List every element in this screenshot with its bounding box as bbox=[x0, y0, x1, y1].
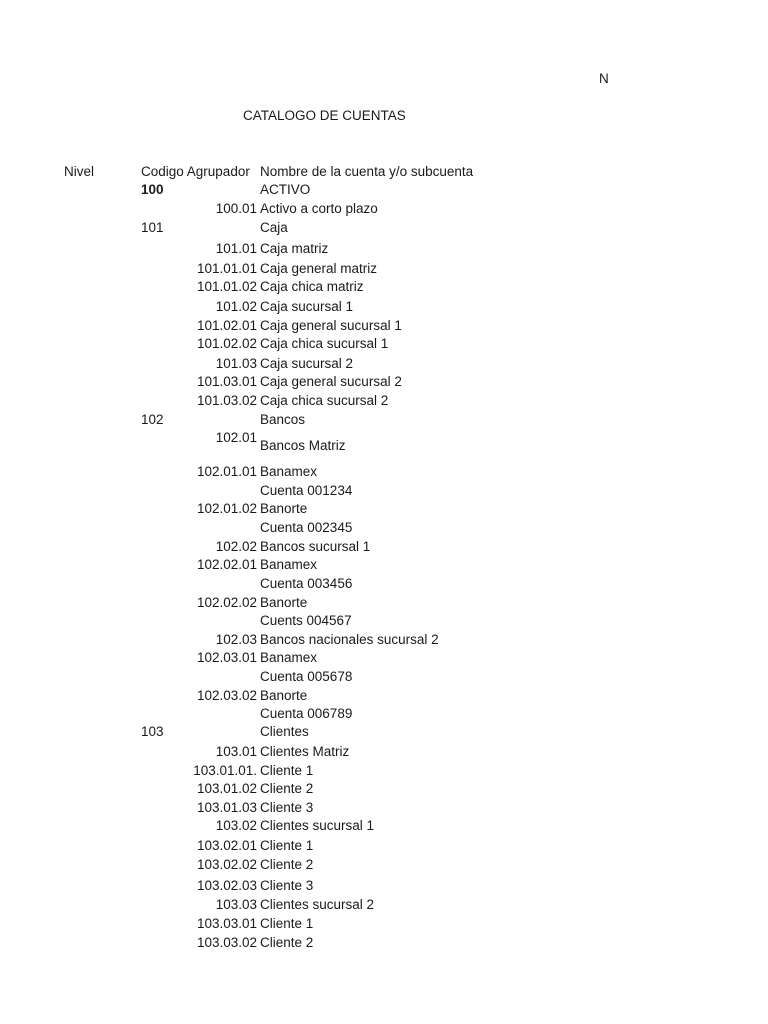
catalog-row bbox=[0, 220, 768, 238]
account-name: Cuenta 005678 bbox=[260, 669, 353, 684]
account-code: 101.01.01 bbox=[196, 261, 257, 276]
account-code: 102.02 bbox=[215, 539, 257, 554]
header-nivel: Nivel bbox=[64, 164, 95, 179]
account-name: Caja chica sucursal 1 bbox=[260, 336, 389, 351]
catalog-row bbox=[0, 318, 768, 336]
account-code: 101.01 bbox=[215, 241, 257, 256]
account-code: 103.02.03 bbox=[196, 878, 257, 893]
catalog-row bbox=[0, 669, 768, 687]
catalog-row bbox=[0, 650, 768, 668]
account-name: Cliente 3 bbox=[260, 800, 314, 815]
account-code: 103.02.02 bbox=[196, 857, 257, 872]
account-name: Banorte bbox=[260, 501, 308, 516]
account-name: Cliente 1 bbox=[260, 838, 314, 853]
account-code: 101 bbox=[141, 220, 164, 235]
account-name: Bancos nacionales sucursal 2 bbox=[260, 632, 439, 647]
account-code: 102 bbox=[141, 412, 164, 427]
account-code: 101.03 bbox=[215, 356, 257, 371]
catalog-row bbox=[0, 781, 768, 799]
document-title: CATALOGO DE CUENTAS bbox=[243, 108, 406, 123]
account-name: Cuenta 002345 bbox=[260, 520, 353, 535]
account-name: Cuents 004567 bbox=[260, 613, 352, 628]
catalog-row bbox=[0, 539, 768, 557]
account-code: 101.03.01 bbox=[196, 374, 257, 389]
account-code: 103.03 bbox=[215, 897, 257, 912]
account-code: 101.03.02 bbox=[196, 393, 257, 408]
header-codigo-agrupador: Codigo Agrupador bbox=[141, 164, 250, 179]
catalog-row bbox=[0, 595, 768, 613]
account-name: Caja chica sucursal 2 bbox=[260, 393, 389, 408]
account-code: 102.01.02 bbox=[196, 501, 257, 516]
account-name: ACTIVO bbox=[260, 182, 311, 197]
account-name: Cliente 2 bbox=[260, 781, 314, 796]
account-code: 102.03.02 bbox=[196, 688, 257, 703]
catalog-row bbox=[0, 279, 768, 297]
catalog-row bbox=[0, 632, 768, 650]
account-code: 102.02.01 bbox=[196, 557, 257, 572]
account-name: Cuenta 006789 bbox=[260, 706, 353, 721]
account-code: 102.03.01 bbox=[196, 650, 257, 665]
account-code: 102.02.02 bbox=[196, 595, 257, 610]
account-name: Clientes bbox=[260, 724, 309, 739]
catalog-row bbox=[0, 818, 768, 836]
account-name: Bancos Matriz bbox=[260, 438, 346, 453]
account-code: 103.01.02 bbox=[196, 781, 257, 796]
catalog-row bbox=[0, 182, 768, 200]
account-code: 103.01 bbox=[215, 744, 257, 759]
catalog-row bbox=[0, 483, 768, 501]
account-name: Cliente 2 bbox=[260, 935, 314, 950]
catalog-row bbox=[0, 688, 768, 706]
account-code: 101.02.01 bbox=[196, 318, 257, 333]
account-name: Banamex bbox=[260, 557, 318, 572]
catalog-row bbox=[0, 430, 768, 454]
account-name: Caja sucursal 2 bbox=[260, 356, 354, 371]
account-code: 100.01 bbox=[215, 201, 257, 216]
account-name: Banamex bbox=[260, 464, 318, 479]
account-name: Cliente 3 bbox=[260, 878, 314, 893]
account-name: Cliente 1 bbox=[260, 763, 314, 778]
account-code: 102.03 bbox=[215, 632, 257, 647]
catalog-row bbox=[0, 576, 768, 594]
account-code: 102.01 bbox=[215, 430, 257, 445]
catalog-row bbox=[0, 374, 768, 392]
corner-mark: N bbox=[599, 71, 609, 86]
account-code: 103.01.01. bbox=[193, 763, 257, 778]
catalog-row bbox=[0, 261, 768, 279]
account-code: 101.02 bbox=[215, 299, 257, 314]
catalog-row bbox=[0, 706, 768, 724]
catalog-row bbox=[0, 557, 768, 575]
account-code: 103.02 bbox=[215, 818, 257, 833]
account-name: Bancos bbox=[260, 412, 306, 427]
catalog-row bbox=[0, 241, 768, 259]
catalog-row bbox=[0, 878, 768, 896]
catalog-row bbox=[0, 800, 768, 818]
account-name: Clientes sucursal 1 bbox=[260, 818, 375, 833]
account-name: Banorte bbox=[260, 595, 308, 610]
catalog-row bbox=[0, 299, 768, 317]
catalog-row bbox=[0, 897, 768, 915]
catalog-row bbox=[0, 916, 768, 934]
account-code: 100 bbox=[141, 182, 164, 197]
account-name: Caja matriz bbox=[260, 241, 329, 256]
account-code: 103.03.01 bbox=[196, 916, 257, 931]
account-code: 103.03.02 bbox=[196, 935, 257, 950]
account-name: Banamex bbox=[260, 650, 318, 665]
account-name: Banorte bbox=[260, 688, 308, 703]
account-code: 101.02.02 bbox=[196, 336, 257, 351]
account-code: 103.02.01 bbox=[196, 838, 257, 853]
catalog-row bbox=[0, 393, 768, 411]
account-code: 101.01.02 bbox=[196, 279, 257, 294]
header-nombre-cuenta: Nombre de la cuenta y/o subcuenta bbox=[260, 164, 474, 179]
catalog-row bbox=[0, 724, 768, 742]
catalog-row bbox=[0, 464, 768, 482]
account-name: Caja chica matriz bbox=[260, 279, 364, 294]
account-name: Cliente 1 bbox=[260, 916, 314, 931]
catalog-row bbox=[0, 935, 768, 953]
catalog-row bbox=[0, 336, 768, 354]
account-name: Caja bbox=[260, 220, 288, 235]
account-name: Caja sucursal 1 bbox=[260, 299, 354, 314]
account-name: Caja general sucursal 2 bbox=[260, 374, 402, 389]
catalog-row bbox=[0, 613, 768, 631]
account-name: Caja general matriz bbox=[260, 261, 378, 276]
catalog-row bbox=[0, 520, 768, 538]
catalog-row bbox=[0, 838, 768, 856]
account-code: 103.01.03 bbox=[196, 800, 257, 815]
catalog-row bbox=[0, 763, 768, 781]
account-name: Cliente 2 bbox=[260, 857, 314, 872]
account-name: Cuenta 003456 bbox=[260, 576, 353, 591]
catalog-row bbox=[0, 501, 768, 519]
account-name: Clientes Matriz bbox=[260, 744, 350, 759]
account-name: Activo a corto plazo bbox=[260, 201, 378, 216]
catalog-row bbox=[0, 356, 768, 374]
catalog-row bbox=[0, 412, 768, 430]
catalog-row bbox=[0, 201, 768, 219]
catalog-row bbox=[0, 857, 768, 875]
account-name: Clientes sucursal 2 bbox=[260, 897, 375, 912]
account-name: Bancos sucursal 1 bbox=[260, 539, 371, 554]
catalog-row bbox=[0, 744, 768, 762]
account-code: 102.01.01 bbox=[196, 464, 257, 479]
account-name: Cuenta 001234 bbox=[260, 483, 353, 498]
account-name: Caja general sucursal 1 bbox=[260, 318, 402, 333]
account-code: 103 bbox=[141, 724, 164, 739]
